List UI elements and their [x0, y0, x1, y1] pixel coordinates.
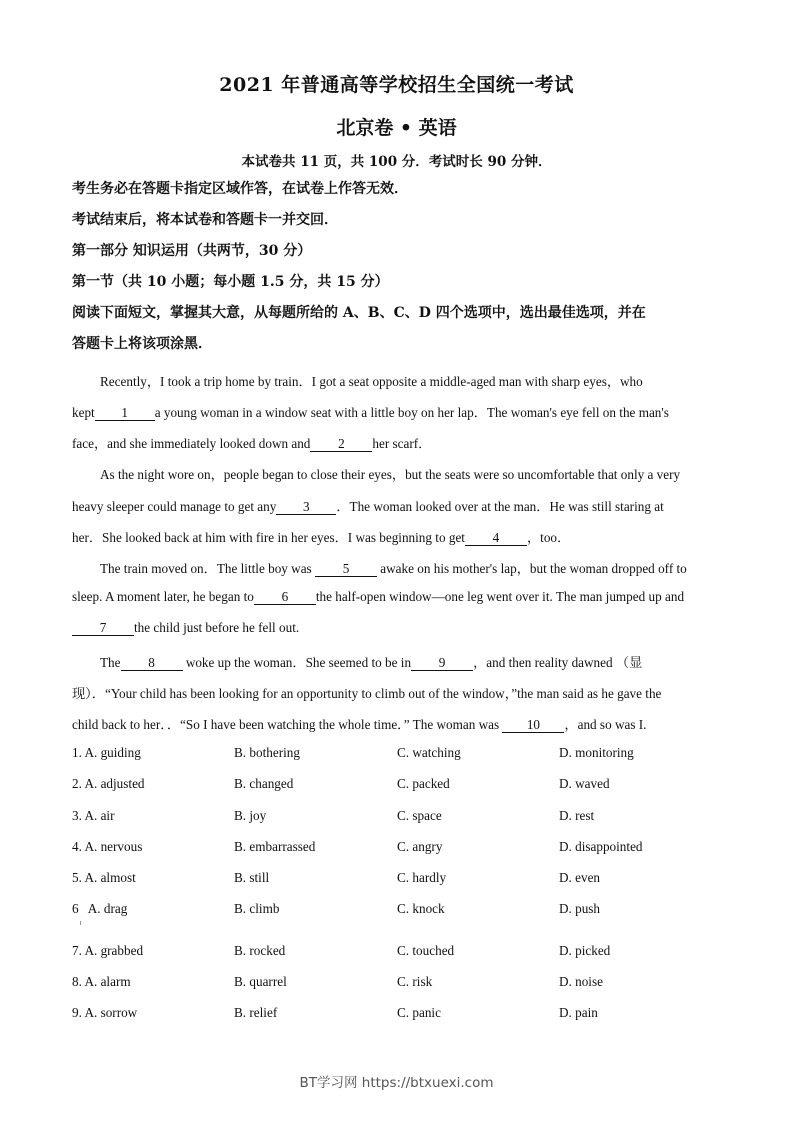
- passage-line: [100, 371, 643, 390]
- passage-text: her scarf．: [372, 436, 432, 451]
- passage-line: [100, 558, 687, 577]
- subsection-heading: 第一节（共 10 小题；每小题 1.5 分，共 15 分）: [72, 274, 389, 290]
- option-b: B. relief: [234, 1005, 278, 1020]
- exam-info: 本试卷共 11 页，共 100 分．考试时长 90 分钟．: [241, 154, 552, 170]
- option-d: D. push: [559, 901, 601, 916]
- option-a: 3. A. air: [72, 808, 115, 823]
- passage-text: heavy sleeper could manage to get any: [72, 499, 277, 514]
- blank-2: 2: [310, 437, 372, 452]
- option-c: C. hardly: [397, 870, 447, 885]
- passage-text: child back to her．．“So I have been watching the whole time．” The woman was: [72, 717, 500, 732]
- blank-8: 8: [121, 656, 183, 671]
- option-a: 7. A. grabbed: [72, 943, 144, 958]
- option-b: B. rocked: [234, 943, 286, 958]
- option-row-9: [72, 1005, 722, 1025]
- passage-line: [72, 620, 299, 636]
- option-a: 1. A. guiding: [72, 745, 141, 760]
- option-c: C. touched: [397, 943, 455, 958]
- passage-text: the half-open window—one leg went over it. The man jumped up and: [315, 589, 685, 604]
- option-b: B. still: [234, 870, 270, 885]
- exam-subtitle: 北京卷 • 英语: [336, 117, 457, 139]
- option-row-2: [72, 776, 722, 796]
- option-d: D. noise: [559, 974, 603, 989]
- passage-line: [72, 714, 646, 733]
- option-row-1: [72, 745, 722, 765]
- passage-line: [72, 589, 684, 605]
- passage-text: face，and she immediately looked down and: [72, 436, 311, 451]
- option-d: D. monitoring: [559, 745, 634, 760]
- passage-text: The: [100, 655, 121, 670]
- option-b: B. joy: [234, 808, 267, 823]
- option-d: D. even: [559, 870, 601, 885]
- passage-text: kept: [72, 405, 95, 420]
- option-a: 4. A. nervous: [72, 839, 143, 854]
- stray-mark: [80, 921, 81, 925]
- option-row-6: [72, 901, 722, 921]
- passage-line: [72, 433, 431, 452]
- blank-1: 1: [95, 406, 155, 421]
- option-a: 6 A. drag: [72, 901, 128, 916]
- passage-text: 现）．“Your child has been looking for an opportunity to climb out of the window，”the man said as he gave the: [72, 686, 662, 701]
- instructions: [72, 174, 732, 360]
- passage-text: sleep. A moment later, he began to: [72, 589, 254, 604]
- option-c: C. angry: [397, 839, 443, 854]
- instruction-line: 考试结束后，将本试卷和答题卡一并交回．: [72, 212, 338, 228]
- option-row-3: [72, 808, 722, 828]
- blank-3: 3: [276, 500, 336, 515]
- passage-line: [72, 527, 570, 546]
- option-b: B. embarrassed: [234, 839, 316, 854]
- option-c: C. knock: [397, 901, 445, 916]
- option-a: 5. A. almost: [72, 870, 136, 885]
- blank-9: 9: [411, 656, 473, 671]
- blank-5: 5: [315, 562, 377, 577]
- option-b: B. changed: [234, 776, 294, 791]
- option-row-8: [72, 974, 722, 994]
- option-c: C. panic: [397, 1005, 441, 1020]
- passage-text: her．She looked back at him with fire in her eyes．I was beginning to get: [72, 530, 465, 545]
- passage-line: [72, 683, 661, 702]
- option-c: C. space: [397, 808, 442, 823]
- passage-text: ．The woman looked over at the man．He was still staring at: [336, 499, 664, 514]
- option-c: C. watching: [397, 745, 461, 760]
- exam-title: 2021 年普通高等学校招生全国统一考试: [219, 74, 574, 96]
- option-row-5: [72, 870, 722, 890]
- passage-text: Recently，I took a trip home by train．I got a seat opposite a middle-aged man with sharp eyes，who: [100, 374, 643, 389]
- option-d: D. picked: [559, 943, 611, 958]
- blank-10: 10: [502, 718, 564, 733]
- passage-line: [72, 496, 664, 515]
- passage-text: a young woman in a window seat with a little boy on her lap．The woman's eye fell on the man's: [154, 405, 669, 420]
- section-heading: 第一部分 知识运用（共两节，30 分）: [72, 243, 312, 259]
- option-a: 9. A. sorrow: [72, 1005, 138, 1020]
- option-a: 2. A. adjusted: [72, 776, 145, 791]
- passage-line: [100, 464, 680, 483]
- passage-line: [100, 652, 642, 671]
- passage-text: ，too．: [526, 530, 571, 545]
- option-a: 8. A. alarm: [72, 974, 131, 989]
- passage-text: ，and so was I.: [564, 717, 647, 732]
- option-row-7: [72, 943, 722, 963]
- directions-line: 答题卡上将该项涂黑．: [72, 336, 212, 352]
- passage-text: The train moved on．The little boy was: [100, 561, 312, 576]
- option-b: B. quarrel: [234, 974, 287, 989]
- option-row-4: [72, 839, 722, 859]
- blank-6: 6: [254, 590, 316, 605]
- directions-line: 阅读下面短文，掌握其大意，从每题所给的 A、B、C、D 四个选项中，选出最佳选项，并在: [72, 305, 646, 321]
- passage-text: As the night wore on，people began to close their eyes，but the seats were so uncomfortable that only a very: [100, 467, 681, 482]
- footer-watermark: BT学习网 https://btxuexi.com: [299, 1075, 494, 1091]
- option-d: D. disappointed: [559, 839, 643, 854]
- option-b: B. climb: [234, 901, 280, 916]
- blank-4: 4: [465, 531, 527, 546]
- passage-text: awake on his mother's lap，but the woman dropped off to: [380, 561, 687, 576]
- option-b: B. bothering: [234, 745, 300, 760]
- option-d: D. rest: [559, 808, 595, 823]
- passage-text: woke up the woman．She seemed to be in: [185, 655, 412, 670]
- passage-text: ，and then reality dawned （显: [473, 655, 643, 670]
- option-d: D. waved: [559, 776, 610, 791]
- option-c: C. packed: [397, 776, 450, 791]
- passage-line: [72, 402, 669, 421]
- blank-7: 7: [72, 621, 134, 636]
- passage-text: the child just before he fell out.: [134, 620, 300, 635]
- option-c: C. risk: [397, 974, 433, 989]
- option-d: D. pain: [559, 1005, 598, 1020]
- instruction-line: 考生务必在答题卡指定区域作答，在试卷上作答无效．: [72, 181, 408, 197]
